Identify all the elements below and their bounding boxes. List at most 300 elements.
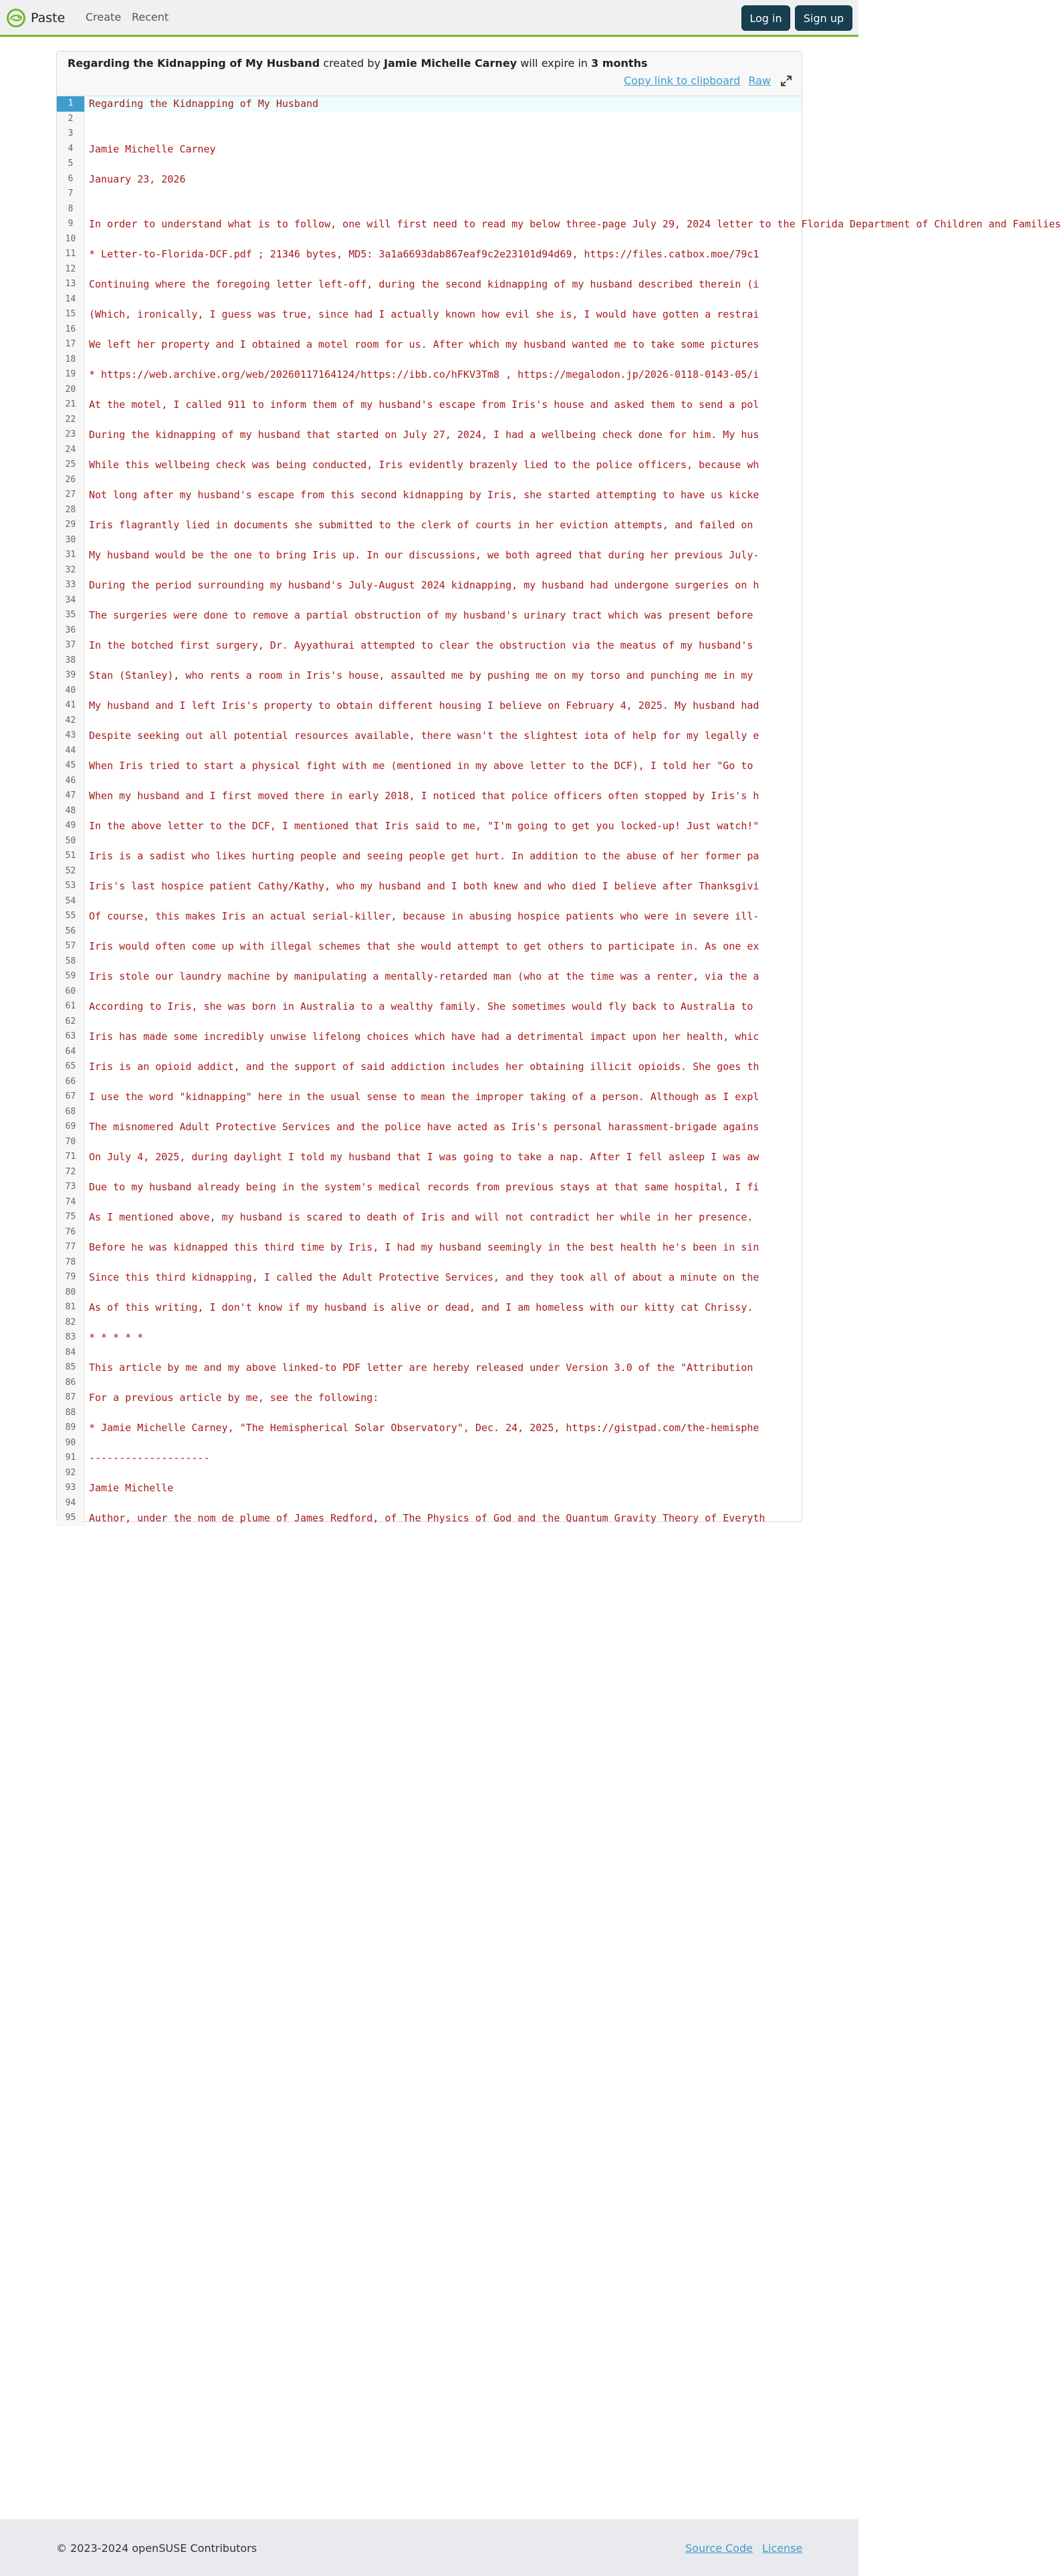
line-text [89, 322, 798, 338]
line-text [89, 1346, 798, 1361]
code-line [57, 744, 802, 759]
code-line [57, 1451, 802, 1466]
line-number[interactable]: 87 [57, 1390, 85, 1406]
line-number[interactable]: 45 [57, 758, 85, 774]
code-line [57, 593, 802, 609]
line-number[interactable]: 23 [57, 427, 85, 443]
line-number[interactable]: 48 [57, 804, 85, 819]
line-number[interactable]: 2 [57, 112, 85, 127]
line-number[interactable]: 50 [57, 834, 85, 849]
footer [0, 2519, 858, 2576]
code-line [57, 683, 802, 699]
line-number[interactable]: 8 [57, 202, 85, 217]
line-number[interactable]: 49 [57, 819, 85, 834]
line-text [89, 112, 798, 127]
line-text [89, 533, 798, 548]
line-text: At the motel, I called 911 to inform them of my husband's escape from Iris's house and asked them to send a pol [89, 399, 759, 411]
code-line [57, 653, 802, 669]
line-text: Iris would often come up with illegal schemes that she would attempt to get others to participate in. As one ex [89, 940, 759, 952]
line-text [89, 383, 798, 398]
line-number[interactable]: 20 [57, 383, 85, 398]
code-line [57, 924, 802, 940]
code-line [57, 1346, 802, 1361]
code-line [57, 954, 802, 970]
line-number[interactable]: 62 [57, 1014, 85, 1030]
line-text [89, 262, 798, 278]
line-number[interactable]: 14 [57, 292, 85, 308]
code-line [57, 1240, 802, 1255]
line-text: Jamie Michelle [89, 1482, 174, 1494]
line-text [89, 1105, 798, 1120]
line-number[interactable]: 34 [57, 593, 85, 609]
line-number[interactable]: 86 [57, 1376, 85, 1391]
line-number[interactable]: 31 [57, 548, 85, 563]
line-number[interactable]: 17 [57, 337, 85, 352]
code-line [57, 156, 802, 172]
line-text [89, 774, 798, 789]
line-number[interactable]: 61 [57, 999, 85, 1014]
code-line [57, 969, 802, 984]
code-line [57, 1045, 802, 1060]
line-number[interactable]: 81 [57, 1300, 85, 1315]
line-text: For a previous article by me, see the following: [89, 1392, 379, 1404]
code-line [57, 548, 802, 563]
line-number[interactable]: 70 [57, 1135, 85, 1150]
line-text: In the botched first surgery, Dr. Ayyathurai attempted to clear the obstruction via the meatus of my husband's [89, 639, 753, 651]
line-text: Not long after my husband's escape from this second kidnapping by Iris, she started attempting to have us kicke [89, 489, 759, 501]
line-number[interactable]: 90 [57, 1436, 85, 1451]
code-line [57, 488, 802, 503]
line-number[interactable]: 71 [57, 1150, 85, 1165]
code-line [57, 1195, 802, 1210]
line-number[interactable]: 24 [57, 443, 85, 458]
paste-actions [616, 74, 792, 87]
code-line [57, 457, 802, 473]
code-line [57, 788, 802, 804]
code-line [57, 638, 802, 653]
line-text [89, 352, 798, 368]
code-line [57, 1180, 802, 1195]
created-by-text: created by [323, 57, 381, 70]
line-number[interactable]: 84 [57, 1346, 85, 1361]
line-text [89, 1255, 798, 1271]
copy-link-button[interactable]: Copy link to clipboard [624, 74, 741, 87]
line-text: While this wellbeing check was being conducted, Iris evidently brazenly lied to the police officers, because wh [89, 459, 759, 471]
line-number[interactable]: 83 [57, 1330, 85, 1346]
line-number[interactable]: 53 [57, 879, 85, 894]
code-line [57, 879, 802, 894]
line-number[interactable]: 51 [57, 849, 85, 864]
line-number[interactable]: 43 [57, 728, 85, 744]
line-number[interactable]: 3 [57, 126, 85, 142]
line-text [89, 443, 798, 458]
code-line [57, 864, 802, 879]
copyright-text: © 2023-2024 openSUSE Contributors [56, 2542, 257, 2555]
source-code-link[interactable]: Source Code [685, 2542, 753, 2555]
line-number[interactable]: 7 [57, 187, 85, 202]
line-text: January 23, 2026 [89, 173, 186, 185]
brand-link[interactable] [7, 9, 65, 27]
code-line [57, 533, 802, 548]
line-number[interactable]: 60 [57, 984, 85, 1000]
paste-card [56, 51, 1061, 1524]
code-line [57, 1135, 802, 1150]
line-text: Author, under the nom de plume of James Redford, of The Physics of God and the Quantum Gravity Theory of Everyth [89, 1512, 765, 1524]
code-line [57, 714, 802, 729]
line-text: Of course, this makes Iris an actual serial-killer, because in abusing hospice patients who were in severe ill- [89, 910, 759, 922]
line-number[interactable]: 64 [57, 1045, 85, 1060]
line-text: Continuing where the foregoing letter left-off, during the second kidnapping of my husband described therein (i [89, 278, 759, 290]
code-line [57, 1481, 802, 1496]
line-number[interactable]: 66 [57, 1075, 85, 1090]
line-text [89, 924, 798, 940]
code-line [57, 518, 802, 533]
line-number[interactable]: 93 [57, 1481, 85, 1496]
code-line [57, 367, 802, 383]
code-line [57, 1315, 802, 1331]
code-line [57, 758, 802, 774]
line-text [89, 864, 798, 879]
line-text [89, 683, 798, 699]
line-number[interactable]: 18 [57, 352, 85, 368]
code-line [57, 1376, 802, 1391]
line-number[interactable]: 68 [57, 1105, 85, 1120]
paste-expiry: 3 months [591, 57, 648, 70]
paste-title-line [68, 57, 648, 70]
code-line [57, 1420, 802, 1436]
code-line [57, 1390, 802, 1406]
line-text: Since this third kidnapping, I called the Adult Protective Services, and they took all of about a minute on the [89, 1271, 759, 1283]
line-text: Iris is a sadist who likes hurting people and seeing people get hurt. In addition to the abuse of her former pa [89, 850, 759, 862]
login-button[interactable]: Log in [741, 5, 790, 31]
code-line [57, 473, 802, 488]
line-text: As of this writing, I don't know if my husband is alive or dead, and I am homeless with our kitty cat Chrissy. [89, 1301, 753, 1313]
line-text [89, 503, 798, 518]
line-text: My husband would be the one to bring Iris up. In our discussions, we both agreed that during her previous July- [89, 549, 759, 561]
line-number[interactable]: 32 [57, 563, 85, 578]
signup-button[interactable]: Sign up [795, 5, 852, 31]
line-number[interactable]: 25 [57, 457, 85, 473]
code-line [57, 503, 802, 518]
code-line [57, 172, 802, 187]
line-text [89, 714, 798, 729]
code-line [57, 277, 802, 292]
code-line [57, 984, 802, 1000]
line-number[interactable]: 72 [57, 1165, 85, 1180]
line-text: During the period surrounding my husband's July-August 2024 kidnapping, my husband had undergone surgeries on h [89, 579, 759, 591]
line-text [89, 563, 798, 578]
code-line [57, 126, 802, 142]
code-line [57, 939, 802, 954]
code-line [57, 834, 802, 849]
line-text: When my husband and I first moved there in early 2018, I noticed that police officers often stopped by Iris's h [89, 790, 759, 802]
line-text: * Jamie Michelle Carney, "The Hemispherical Solar Observatory", Dec. 24, 2025, https://gistpad.com/the-hemisphe [89, 1422, 759, 1434]
line-text [89, 984, 798, 1000]
line-number[interactable]: 40 [57, 683, 85, 699]
line-number[interactable]: 85 [57, 1360, 85, 1376]
code-view [57, 96, 1061, 1526]
line-text [89, 126, 798, 142]
line-text: * Letter-to-Florida-DCF.pdf ; 21346 bytes, MD5: 3a1a6693dab867eaf9c2e23101d94d69, https://files.catbox.moe/79c1 [89, 248, 759, 260]
line-text: Jamie Michelle Carney [89, 142, 216, 155]
code-line [57, 909, 802, 924]
line-number[interactable]: 13 [57, 277, 85, 292]
line-number[interactable]: 56 [57, 924, 85, 940]
line-number[interactable]: 82 [57, 1315, 85, 1331]
line-number[interactable]: 63 [57, 1029, 85, 1045]
code-line [57, 202, 802, 217]
line-text: Iris has made some incredibly unwise lifelong choices which have had a detrimental impact upon her health, whic [89, 1031, 759, 1043]
line-text: * https://web.archive.org/web/20260117164124/https://ibb.co/hFKV3Tm8 , https://megalodon.jp/2026-0118-0143-05/i [89, 368, 759, 381]
line-number[interactable]: 30 [57, 533, 85, 548]
line-number[interactable]: 33 [57, 578, 85, 593]
code-line [57, 413, 802, 428]
line-number[interactable]: 80 [57, 1285, 85, 1301]
line-text: Before he was kidnapped this third time by Iris, I had my husband seemingly in the best health he's been in sin [89, 1241, 759, 1253]
code-line [57, 1270, 802, 1285]
line-text [89, 473, 798, 488]
code-line [57, 1330, 802, 1346]
line-text [89, 804, 798, 819]
code-line [57, 232, 802, 247]
line-number[interactable]: 78 [57, 1255, 85, 1271]
line-text [89, 1406, 798, 1421]
line-text: * * * * * [89, 1331, 144, 1344]
opensuse-logo-icon [7, 9, 25, 27]
code-line [57, 1436, 802, 1451]
code-line [57, 292, 802, 308]
line-number[interactable]: 58 [57, 954, 85, 970]
code-line [57, 96, 802, 112]
code-line [57, 1150, 802, 1165]
line-number[interactable]: 15 [57, 307, 85, 322]
line-number[interactable]: 73 [57, 1180, 85, 1195]
code-line [57, 427, 802, 443]
line-text: On July 4, 2025, during daylight I told my husband that I was going to take a nap. After I fell asleep I was aw [89, 1151, 759, 1163]
line-number[interactable]: 47 [57, 788, 85, 804]
line-number[interactable]: 74 [57, 1195, 85, 1210]
line-text: According to Iris, she was born in Australia to a wealthy family. She sometimes would fly back to Australia to [89, 1000, 753, 1012]
code-line [57, 1059, 802, 1075]
line-number[interactable]: 89 [57, 1420, 85, 1436]
code-line [57, 1466, 802, 1481]
code-line [57, 1496, 802, 1511]
line-number[interactable]: 16 [57, 322, 85, 338]
line-text [89, 1376, 798, 1391]
code-line [57, 1029, 802, 1045]
code-line [57, 142, 802, 157]
line-number[interactable]: 41 [57, 698, 85, 714]
line-text [89, 187, 798, 202]
line-number[interactable]: 26 [57, 473, 85, 488]
line-text: Regarding the Kidnapping of My Husband [89, 98, 319, 110]
line-number[interactable]: 92 [57, 1466, 85, 1481]
nav-recent-link[interactable]: Recent [132, 11, 169, 23]
paste-title: Regarding the Kidnapping of My Husband [68, 57, 320, 70]
line-text: In order to understand what is to follow, one will first need to read my below three-page July 29, 2024 letter to the Florida Department of Children and Families [89, 218, 1061, 230]
line-text: Iris's last hospice patient Cathy/Kathy, who my husband and I both knew and who died I believe after Thanksgivi [89, 880, 759, 892]
line-number[interactable]: 36 [57, 623, 85, 639]
expire-text: will expire in [520, 57, 588, 70]
line-number[interactable]: 9 [57, 217, 85, 232]
line-text: Iris stole our laundry machine by manipulating a mentally-retarded man (who at the time was a renter, via the a [89, 970, 759, 982]
code-line [57, 187, 802, 202]
line-number[interactable]: 44 [57, 744, 85, 759]
line-number[interactable]: 27 [57, 488, 85, 503]
line-number[interactable]: 69 [57, 1119, 85, 1135]
code-line [57, 849, 802, 864]
line-number[interactable]: 65 [57, 1059, 85, 1075]
line-text [89, 1014, 798, 1030]
code-line [57, 397, 802, 413]
line-text: This article by me and my above linked-to PDF letter are hereby released under Version 3.0 of the "Attribution [89, 1362, 753, 1374]
line-number[interactable]: 54 [57, 894, 85, 909]
line-number[interactable]: 12 [57, 262, 85, 278]
line-number[interactable]: 88 [57, 1406, 85, 1421]
code-line [57, 443, 802, 458]
line-text [89, 954, 798, 970]
line-number[interactable]: 5 [57, 156, 85, 172]
line-text [89, 744, 798, 759]
line-number[interactable]: 4 [57, 142, 85, 157]
line-text [89, 202, 798, 217]
code-line [57, 1075, 802, 1090]
code-line [57, 1165, 802, 1180]
line-text: -------------------- [89, 1452, 210, 1464]
line-text: Due to my husband already being in the system's medical records from previous stays at that same hospital, I fi [89, 1181, 759, 1193]
line-number[interactable]: 10 [57, 232, 85, 247]
line-text: As I mentioned above, my husband is scared to death of Iris and will not contradict her while in her presence. [89, 1211, 753, 1223]
line-number[interactable]: 59 [57, 969, 85, 984]
code-line [57, 999, 802, 1014]
code-line [57, 383, 802, 398]
line-number[interactable]: 77 [57, 1240, 85, 1255]
line-text [89, 1075, 798, 1090]
line-text [89, 292, 798, 308]
line-text [89, 1315, 798, 1331]
line-number[interactable]: 57 [57, 939, 85, 954]
line-number[interactable]: 22 [57, 413, 85, 428]
line-text: Despite seeking out all potential resources available, there wasn't the slightest iota of help for my legally e [89, 730, 759, 742]
line-number[interactable]: 67 [57, 1089, 85, 1105]
line-text: During the kidnapping of my husband that started on July 27, 2024, I had a wellbeing check done for him. My hus [89, 429, 759, 441]
line-text [89, 1466, 798, 1481]
line-text [89, 834, 798, 849]
license-link[interactable]: License [762, 2542, 803, 2555]
code-line [57, 1089, 802, 1105]
line-number[interactable]: 35 [57, 608, 85, 623]
line-text: In the above letter to the DCF, I mentioned that Iris said to me, "I'm going to get you locked-up! Just watch!" [89, 820, 759, 832]
line-number[interactable]: 46 [57, 774, 85, 789]
code-line [57, 307, 802, 322]
line-number[interactable]: 79 [57, 1270, 85, 1285]
line-text [89, 1045, 798, 1060]
line-number[interactable]: 39 [57, 668, 85, 683]
code-line [57, 322, 802, 338]
code-line [57, 1014, 802, 1030]
line-number[interactable]: 11 [57, 247, 85, 262]
line-number[interactable]: 75 [57, 1210, 85, 1225]
line-number[interactable]: 91 [57, 1451, 85, 1466]
code-line [57, 608, 802, 623]
navbar [0, 0, 858, 37]
line-text [89, 156, 798, 172]
code-line [57, 1105, 802, 1120]
code-line [57, 668, 802, 683]
line-number[interactable]: 1 [57, 96, 85, 112]
paste-header [57, 51, 802, 96]
code-line [57, 804, 802, 819]
line-number[interactable]: 6 [57, 172, 85, 187]
code-line [57, 623, 802, 639]
line-number[interactable]: 42 [57, 714, 85, 729]
line-text: My husband and I left Iris's property to obtain different housing I believe on February 4, 2025. My husband had [89, 700, 759, 712]
code-line [57, 1511, 802, 1526]
line-text [89, 593, 798, 609]
line-text: Iris is an opioid addict, and the support of said addiction includes her obtaining illicit opioids. She goes th [89, 1061, 759, 1073]
line-text: Iris flagrantly lied in documents she submitted to the clerk of courts in her eviction attempts, and failed on [89, 519, 753, 531]
code-line [57, 894, 802, 909]
code-line [57, 819, 802, 834]
paste-author: Jamie Michelle Carney [384, 57, 517, 70]
line-number[interactable]: 19 [57, 367, 85, 383]
code-line [57, 563, 802, 578]
line-text [89, 1135, 798, 1150]
line-number[interactable]: 37 [57, 638, 85, 653]
line-text [89, 623, 798, 639]
code-line [57, 1255, 802, 1271]
line-text [89, 653, 798, 669]
line-text [89, 413, 798, 428]
line-text: (Which, ironically, I guess was true, since had I actually known how evil she is, I would have gotten a restrai [89, 308, 759, 320]
line-text [89, 1165, 798, 1180]
line-number[interactable]: 21 [57, 397, 85, 413]
code-line [57, 728, 802, 744]
line-number[interactable]: 29 [57, 518, 85, 533]
expand-icon[interactable] [780, 75, 792, 87]
line-text: We left her property and I obtained a motel room for us. After which my husband wanted me to take some pictures [89, 338, 759, 350]
code-line [57, 337, 802, 352]
line-text [89, 1195, 798, 1210]
line-text [89, 1285, 798, 1301]
code-line [57, 774, 802, 789]
code-line [57, 698, 802, 714]
line-number[interactable]: 52 [57, 864, 85, 879]
line-number[interactable]: 95 [57, 1511, 85, 1526]
line-number[interactable]: 38 [57, 653, 85, 669]
code-line [57, 262, 802, 278]
code-line [57, 247, 802, 262]
code-line [57, 352, 802, 368]
line-text [89, 1496, 798, 1511]
line-number[interactable]: 28 [57, 503, 85, 518]
line-number[interactable]: 55 [57, 909, 85, 924]
line-number[interactable]: 94 [57, 1496, 85, 1511]
nav-create-link[interactable]: Create [86, 11, 122, 23]
raw-link[interactable]: Raw [748, 74, 771, 87]
brand-name: Paste [31, 11, 66, 25]
line-number[interactable]: 76 [57, 1225, 85, 1241]
code-line [57, 1225, 802, 1241]
line-text: Stan (Stanley), who rents a room in Iris's house, assaulted me by pushing me on my torso and punching me in my [89, 669, 753, 681]
code-line [57, 1300, 802, 1315]
code-line [57, 112, 802, 127]
line-text [89, 1225, 798, 1241]
line-text: When Iris tried to start a physical fight with me (mentioned in my above letter to the DCF), I told her "Go to [89, 760, 753, 772]
code-line [57, 578, 802, 593]
line-text [89, 894, 798, 909]
code-line [57, 1210, 802, 1225]
